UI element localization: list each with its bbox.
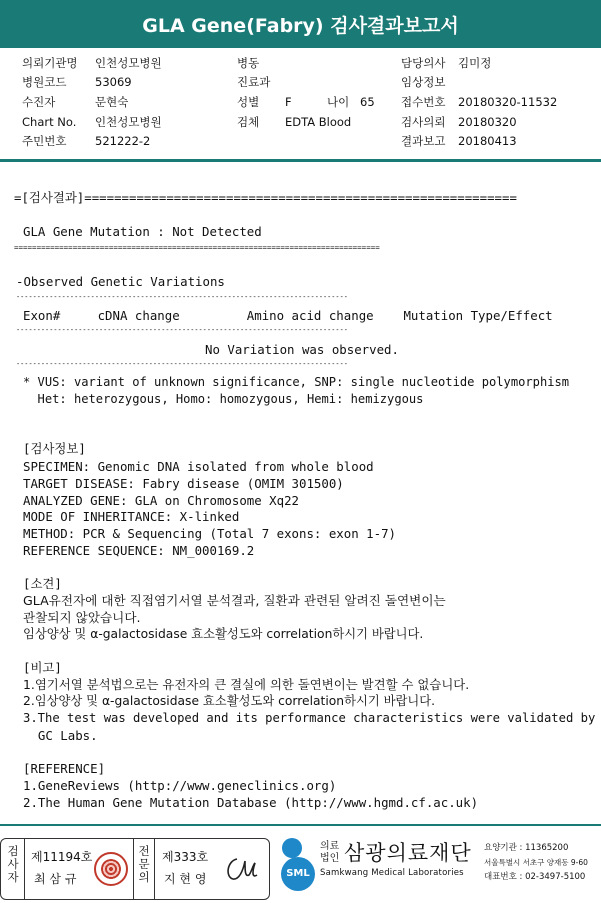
report-title: GLA Gene(Fabry) 검사결과보고서 — [142, 14, 459, 37]
inspector-license-no: 제11194호 — [31, 850, 93, 864]
value-report-date: 20180413 — [458, 134, 517, 148]
inspector-name: 최 삼 규 — [34, 872, 77, 886]
org-address: 서울특별시 서초구 양재동 9-60 — [484, 858, 588, 867]
reference-title: [REFERENCE] — [23, 761, 106, 776]
org-logo-text: SML — [286, 868, 310, 879]
physician-license-no: 제333호 — [162, 850, 209, 864]
value-resident-no: 521222-2 — [95, 134, 151, 148]
table-mid-rule: -------------------------------------------------------------------------------- — [16, 326, 348, 334]
org-phone: 대표번호 : 02-3497-5100 — [484, 872, 586, 882]
label-age: 나이 — [327, 95, 350, 109]
value-chart-no: 인천성모병원 — [95, 115, 162, 129]
test-info-method: METHOD: PCR & Sequencing (Total 7 exons: exon 1-7) — [23, 526, 396, 541]
org-registration-no: 요양기관 : 11365200 — [484, 843, 569, 853]
label-chart-no: Chart No. — [22, 115, 77, 129]
org-type-1: 의료 — [320, 841, 340, 852]
remarks-line-1: 1.염기서열 분석법으로는 유전자의 큰 결실에 의한 돌연변이는 발견할 수 없습니다. — [23, 677, 470, 692]
value-age: 65 — [360, 95, 375, 109]
double-rule: ================================================================================= — [14, 243, 380, 252]
remarks-line-2: 2.임상양상 및 α-galactosidase 효소활성도와 correlation하시기 바랍니다. — [23, 694, 436, 708]
label-ward: 병동 — [237, 56, 260, 70]
value-specimen: EDTA Blood — [285, 115, 352, 129]
value-requesting-institution: 인천성모병원 — [95, 56, 162, 70]
reference-line-2: 2.The Human Gene Mutation Database (http://www.hgmd.cf.ac.uk) — [23, 795, 479, 810]
value-sex: F — [285, 95, 292, 109]
abbreviation-note-1: * VUS: variant of unknown significance, SNP: single nucleotide polymorphism — [23, 375, 570, 389]
label-sex: 성별 — [237, 95, 260, 109]
signature-divider-2 — [133, 839, 134, 899]
label-requesting-institution: 의뢰기관명 — [22, 56, 78, 70]
variation-table-header: Exon# cDNA change Amino acid change Mutation Type/Effect — [23, 308, 553, 323]
inspector-seal — [94, 852, 128, 886]
value-patient: 문현숙 — [95, 95, 129, 109]
physician-signature — [223, 853, 259, 885]
remarks-line-4: GC Labs. — [23, 728, 98, 743]
label-hospital-code: 병원코드 — [22, 75, 67, 89]
result-section-header: =[검사결과]========================================================== — [14, 190, 517, 205]
signature-divider-3 — [154, 839, 155, 899]
label-accession-no: 접수번호 — [401, 95, 446, 109]
reference-line-1: 1.GeneReviews (http://www.geneclinics.org) — [23, 778, 337, 793]
remarks-title: [비고] — [23, 660, 62, 675]
mutation-result: GLA Gene Mutation : Not Detected — [23, 224, 262, 239]
findings-line-1: GLA유전자에 대한 직접염기서열 분석결과, 질환과 관련된 알려진 돌연변이는 — [23, 593, 446, 608]
no-variation-text: No Variation was observed. — [205, 342, 399, 357]
label-clinical-info: 임상정보 — [401, 75, 446, 89]
label-resident-no: 주민번호 — [22, 134, 67, 148]
org-logo — [272, 836, 324, 892]
org-type-2: 법인 — [320, 853, 340, 864]
test-info-title: [검사정보] — [23, 441, 86, 456]
findings-title: [소견] — [23, 576, 62, 591]
findings-line-2: 관찰되지 않았습니다. — [23, 610, 141, 625]
abbreviation-note-2: Het: heterozygous, Homo: homozygous, Hemi: hemizygous — [23, 392, 424, 406]
test-info-target-disease: TARGET DISEASE: Fabry disease (OMIM 301500) — [23, 476, 344, 491]
test-info-reference-sequence: REFERENCE SEQUENCE: NM_000169.2 — [23, 543, 255, 558]
remarks-line-3: 3.The test was developed and its performance characteristics were validated by — [23, 711, 596, 725]
header-divider — [0, 159, 601, 162]
findings-line-3: 임상양상 및 α-galactosidase 효소활성도와 correlation하시기 바랍니다. — [23, 627, 424, 641]
value-request-date: 20180320 — [458, 115, 517, 129]
table-top-rule: -------------------------------------------------------------------------------- — [16, 293, 348, 301]
label-patient: 수진자 — [22, 95, 56, 109]
signature-divider-1 — [24, 839, 25, 899]
label-department: 진료과 — [237, 75, 271, 89]
org-name-english: Samkwang Medical Laboratories — [320, 868, 464, 878]
report-footer — [0, 834, 601, 903]
value-hospital-code: 53069 — [95, 75, 132, 89]
report-title-bar — [0, 0, 601, 48]
physician-name: 지 현 영 — [164, 872, 207, 886]
physician-label: 전문의 — [138, 844, 150, 884]
test-info-gene: ANALYZED GENE: GLA on Chromosome Xq22 — [23, 493, 300, 508]
footer-divider — [0, 824, 601, 826]
label-physician: 담당의사 — [401, 56, 446, 70]
test-info-specimen: SPECIMEN: Genomic DNA isolated from whole blood — [23, 459, 374, 474]
inspector-label: 검사자 — [7, 844, 19, 884]
observed-heading: -Observed Genetic Variations — [16, 274, 225, 289]
org-name: 삼광의료재단 — [344, 841, 472, 865]
value-physician: 김미정 — [458, 56, 492, 70]
label-report-date: 결과보고 — [401, 134, 446, 148]
value-accession-no: 20180320-11532 — [458, 95, 558, 109]
signature-box — [0, 838, 270, 900]
label-request-date: 검사의뢰 — [401, 115, 446, 129]
label-specimen: 검체 — [237, 115, 260, 129]
table-bottom-rule: -------------------------------------------------------------------------------- — [16, 360, 348, 368]
test-info-inheritance: MODE OF INHERITANCE: X-linked — [23, 509, 240, 524]
